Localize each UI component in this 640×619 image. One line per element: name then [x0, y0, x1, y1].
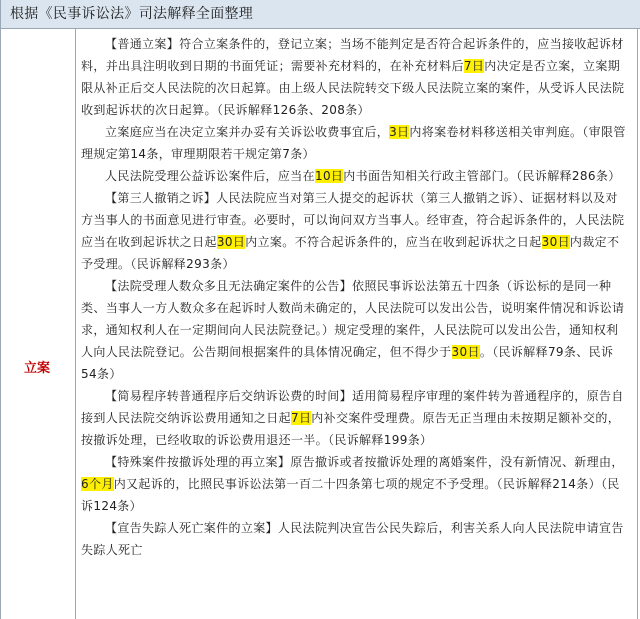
paragraph-text: 【普通立案】符合立案条件的，登记立案；当场不能判定是否符合起诉条件的，应当接收起诉材料，并出具注明收到日期的书面凭证；需要补充材料的，在补充材料后 — [81, 37, 624, 73]
paragraph-text: 人民法院受理公益诉讼案件后，应当在 — [105, 169, 315, 183]
paragraph — [81, 451, 629, 517]
paragraph-text: 内书面告知相关行政主管部门。（民诉解释286条） — [343, 169, 621, 183]
paragraph — [81, 165, 629, 187]
paragraph-text: 内补交案件受理费。原告无正当理由未按期足额补交的，按撤诉处理，已经收取的诉讼费用退还一半。（民诉解释199条） — [81, 411, 621, 447]
paragraph — [81, 275, 629, 385]
paragraph-text: 【第三人撤销之诉】人民法院应当对第三人提交的起诉状（第三人撤销之诉）、证据材料以及对方当事人的书面意见进行审查。必要时，可以询问双方当事人。经审查，符合起诉条件的，人民法院应当在收到起诉状之日起 — [81, 191, 625, 249]
table-header — [1, 0, 640, 29]
highlighted-deadline: 30日 — [541, 235, 570, 249]
paragraph-text: 。（民诉解释79条、民诉54条） — [81, 345, 614, 381]
paragraph — [81, 187, 629, 275]
highlighted-deadline: 6个月 — [81, 477, 114, 491]
paragraph — [81, 517, 629, 561]
highlighted-deadline: 30日 — [216, 235, 246, 249]
paragraph-text: 【特殊案件按撤诉处理的再立案】原告撤诉或者按撤诉处理的离婚案件，没有新情况、新理由， — [105, 455, 624, 469]
paragraph — [81, 121, 629, 165]
paragraph — [81, 385, 629, 451]
paragraph — [81, 33, 629, 121]
paragraph-text: 内裁定不予受理。（民诉解释293条） — [81, 235, 620, 271]
paragraph-text: 内立案。不符合起诉条件的，应当在收到起诉状之日起 — [245, 235, 542, 249]
paragraph-text: 内又起诉的，比照民事诉讼法第一百二十四条第七项的规定不予受理。（民诉解释214条）（民诉124条） — [81, 477, 620, 513]
highlighted-deadline: 3日 — [389, 125, 410, 139]
paragraph-text: 【法院受理人数众多且无法确定案件的公告】依照民事诉讼法第五十四条（诉讼标的是同一种类、当事人一方人数众多在起诉时人数尚未确定的，人民法院可以发出公告，说明案件情况和诉讼请求，通知权利人在一定期间向人民法院登记。）规定受理的案件，人民法院可以发出公告，通知权利人向人民法院登记。公告期间根据案件的具体情况确定，但不得少于 — [81, 279, 625, 359]
content-cell — [81, 33, 629, 561]
paragraph-text: 【宣告失踪人死亡案件的立案】人民法院判决宣告公民失踪后，利害关系人向人民法院申请宣告失踪人死亡 — [81, 521, 624, 557]
paragraph-text: 内决定是否立案，立案期限从补正后交人民法院的次日起算。由上级人民法院转交下级人民法院立案的案件，从受诉人民法院收到起诉状的次日起算。（民诉解释126条、208条） — [81, 59, 625, 117]
paragraph-text: 内将案卷材料移送相关审判庭。（审限管理规定第14条，审理期限若干规定第7条） — [81, 125, 626, 161]
highlighted-deadline: 7日 — [463, 59, 485, 73]
row-label: 立案 — [24, 361, 51, 376]
document-title: 根据《民事诉讼法》司法解释全面整理 — [10, 6, 254, 22]
highlighted-deadline: 30日 — [451, 345, 480, 359]
paragraph-text: 【简易程序转普通程序后交纳诉讼费的时间】适用简易程序审理的案件转为普通程序的，原告自接到人民法院交纳诉讼费用通知之日起 — [81, 389, 624, 425]
highlighted-deadline: 7日 — [290, 411, 312, 425]
row-label-cell — [2, 29, 76, 619]
paragraph-text: 立案庭应当在决定立案并办妥有关诉讼收费事宜后， — [105, 125, 390, 139]
highlighted-deadline: 10日 — [314, 169, 344, 183]
